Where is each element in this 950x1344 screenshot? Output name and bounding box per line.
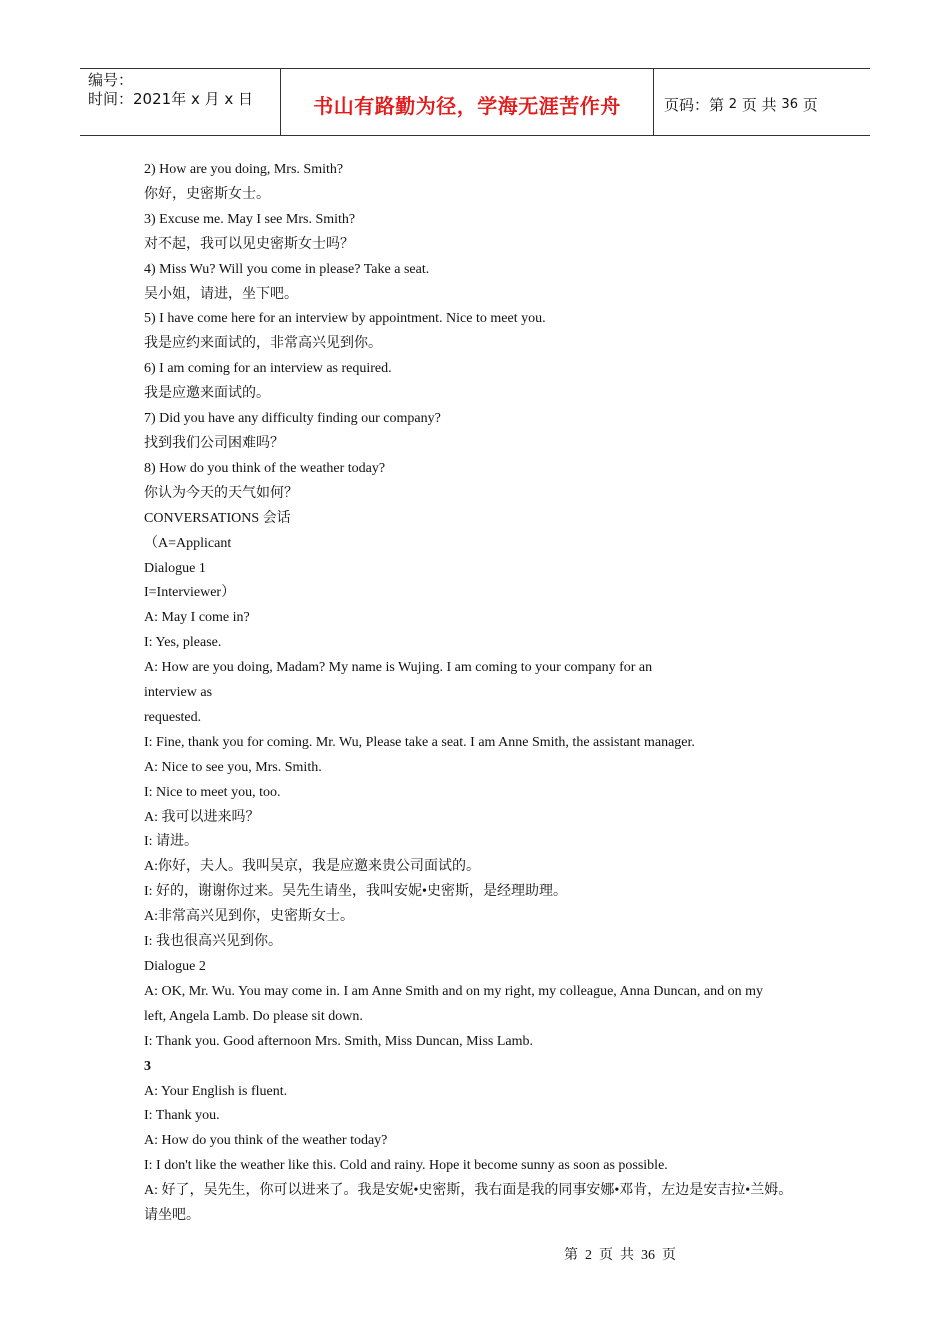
text-line: A: May I come in? xyxy=(144,610,250,626)
header-page-indicator xyxy=(654,69,870,135)
text-line: I: Thank you. Good afternoon Mrs. Smith, Miss Duncan, Miss Lamb. xyxy=(144,1033,533,1049)
text-line: A: 好了，吴先生，你可以进来了。我是安妮•史密斯，我右面是我的同事安娜•邓肯，左边是安吉拉•兰姆。 xyxy=(144,1183,793,1199)
text-line: A: How do you think of the weather today? xyxy=(144,1133,388,1149)
text-line: 3) Excuse me. May I see Mrs. Smith? xyxy=(144,211,356,227)
time-label: 时间： xyxy=(88,90,134,108)
text-line: （A=Applicant xyxy=(144,535,232,551)
text-line: A: OK, Mr. Wu. You may come in. I am Anne Smith and on my right, my colleague, Anna Duncan, and on my xyxy=(144,983,763,999)
text-line: I: Thank you. xyxy=(144,1108,220,1124)
header-motto: 书山有路勤为径，学海无涯苦作舟 xyxy=(281,69,654,135)
text-line: A: How are you doing, Madam? My name is Wujing. I am coming to your company for an xyxy=(144,660,653,676)
text-line: 你好，史密斯女士。 xyxy=(144,186,270,202)
text-line: A: 我可以进来吗？ xyxy=(144,809,260,825)
text-line: A:非常高兴见到你，史密斯女士。 xyxy=(144,909,354,925)
text-line: A: Nice to see you, Mrs. Smith. xyxy=(144,759,322,775)
page-footer: 第 2 页 共 36 页 xyxy=(564,1248,676,1263)
page-total: 36 xyxy=(781,96,798,112)
header-meta xyxy=(80,69,281,135)
section-number: 3 xyxy=(144,1058,151,1074)
text-line: 请坐吧。 xyxy=(144,1208,200,1224)
section-heading: CONVERSATIONS 会话 xyxy=(144,510,291,526)
time-year: 2021 xyxy=(133,90,172,108)
text-line: 找到我们公司困难吗？ xyxy=(144,435,284,451)
dialogue-heading: Dialogue 2 xyxy=(144,959,206,974)
document-body xyxy=(144,158,824,1229)
text-line: A: Your English is fluent. xyxy=(144,1083,288,1099)
dialogue-heading: Dialogue 1 xyxy=(144,560,206,576)
text-line: 6) I am coming for an interview as required. xyxy=(144,361,392,377)
text-line: 7) Did you have any difficulty finding our company? xyxy=(144,411,441,427)
text-line: 吴小姐，请进，坐下吧。 xyxy=(144,286,298,302)
text-line: 2) How are you doing, Mrs. Smith? xyxy=(144,162,344,177)
page-prefix: 页码：第 xyxy=(664,95,725,114)
text-line: I=Interviewer） xyxy=(144,585,236,601)
text-line: 8) How do you think of the weather today? xyxy=(144,460,386,476)
text-line: I: Fine, thank you for coming. Mr. Wu, Please take a seat. I am Anne Smith, the assistant manager. xyxy=(144,734,695,750)
page-suffix: 页 xyxy=(802,95,818,114)
text-line: I: 请进。 xyxy=(144,834,199,850)
text-line: 你认为今天的天气如何？ xyxy=(144,485,298,501)
page-mid: 页 共 xyxy=(741,95,777,114)
text-line: I: Nice to meet you, too. xyxy=(144,784,281,800)
page-header xyxy=(80,68,870,136)
text-line: I: 好的，谢谢你过来。吴先生请坐，我叫安妮•史密斯，是经理助理。 xyxy=(144,884,567,900)
text-line: left, Angela Lamb. Do please sit down. xyxy=(144,1008,363,1024)
time-rest: 年 x 月 x 日 xyxy=(171,90,254,108)
text-line: I: 我也很高兴见到你。 xyxy=(144,934,283,950)
text-line: 对不起，我可以见史密斯女士吗？ xyxy=(144,236,354,252)
text-line: 我是应约来面试的，非常高兴见到你。 xyxy=(144,336,382,352)
text-line: interview as xyxy=(144,685,213,701)
document-time xyxy=(88,90,280,109)
text-line: requested. xyxy=(144,709,202,725)
text-line: I: I don't like the weather like this. Cold and rainy. Hope it become sunny as soon as possible. xyxy=(144,1158,668,1174)
text-line: 5) I have come here for an interview by appointment. Nice to meet you. xyxy=(144,311,546,327)
document-number-label: 编号： xyxy=(88,71,134,89)
page-current: 2 xyxy=(728,96,738,112)
text-line: A:你好，夫人。我叫吴京，我是应邀来贵公司面试的。 xyxy=(144,859,480,875)
text-line: 我是应邀来面试的。 xyxy=(144,386,270,402)
text-line: I: Yes, please. xyxy=(144,635,222,651)
text-line: 4) Miss Wu? Will you come in please? Take a seat. xyxy=(144,261,430,277)
